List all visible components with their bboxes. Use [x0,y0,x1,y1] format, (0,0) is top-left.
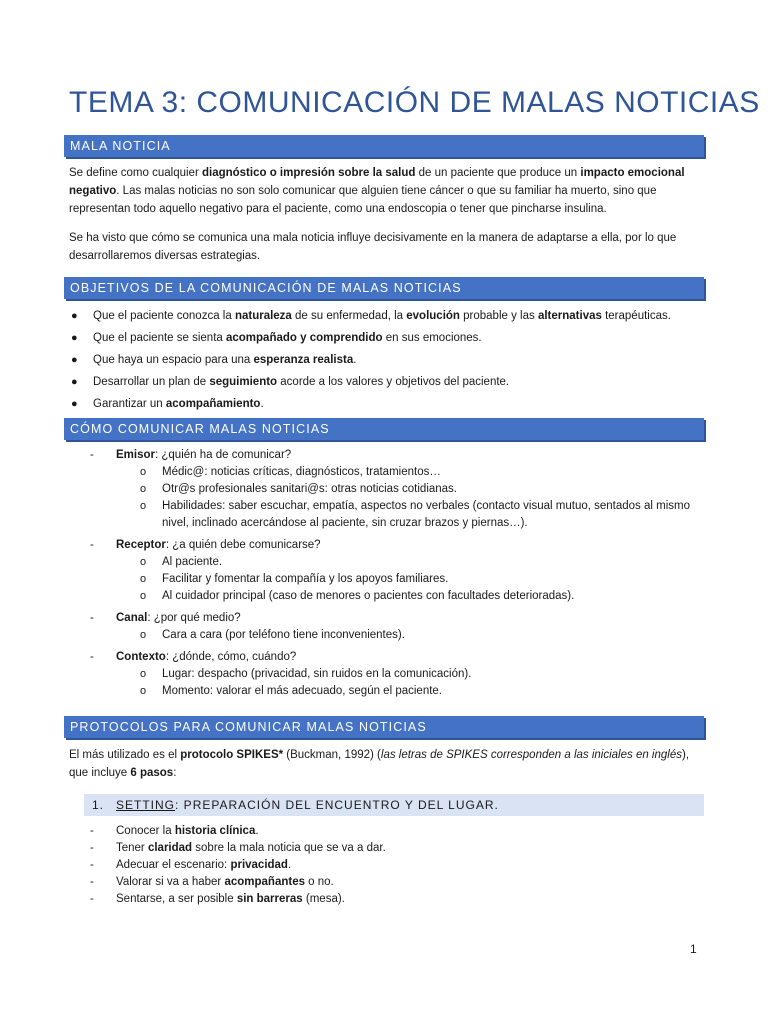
paragraph-definition [69,164,701,218]
sub-list-item [90,498,700,532]
bold-text: Emisor [116,449,155,461]
sub-list-item [90,554,700,571]
list-item [90,840,690,857]
bold-text: Contexto [116,651,166,663]
text: Facilitar y fomentar la compañía y los apoyos familiares. [162,573,449,585]
text: . [353,354,357,366]
bold-text: protocolo SPIKES* [180,749,284,761]
bold-text: historia clínica [174,825,256,837]
bold-text: acompañamiento [165,398,261,410]
text: Garantizar un [93,398,166,410]
dash-icon: - [90,842,94,854]
sub-list-item [90,464,700,481]
text: acorde a los valores y objetivos del paciente. [277,376,510,388]
text: Al paciente. [162,556,223,568]
list-item [69,307,701,329]
bold-text: privacidad [230,859,288,871]
bold-text: acompañado y comprendido [225,332,383,344]
step-number: 1. [92,798,105,812]
text: Desarrollar un plan de [93,376,210,388]
list-item [69,395,701,417]
dash-icon: - [90,539,94,551]
text: de un paciente que produce un [415,167,581,179]
sub-list-item [90,588,700,605]
text: en sus emociones. [382,332,482,344]
list-item [69,373,701,395]
list-item [90,649,700,666]
italic-text: las letras de SPIKES corresponden a las iniciales en inglés [380,749,682,761]
circle-bullet-icon: o [140,668,147,680]
paragraph-strategies: Se ha visto que cómo se comunica una mala noticia influye decisivamente en la manera de adaptarse a ella, por lo que desarrollaremos diversas estrategias. [69,232,677,262]
text: Habilidades: saber escuchar, empatía, aspectos no verbales (contacto visual mutuo, sentados al mismo nivel, inclinado acercándose al paciente, sin cruzar brazos y piernas…). [162,500,691,529]
bold-text: 6 pasos [130,767,174,779]
circle-bullet-icon: o [140,500,147,512]
section-heading-protocolos: PROTOCOLOS PARA COMUNICAR MALAS NOTICIAS [64,716,704,738]
list-item [90,447,700,464]
text: Lugar: despacho (privacidad, sin ruidos en la comunicación). [162,668,472,680]
circle-bullet-icon: o [140,685,147,697]
list-item [69,351,701,373]
text: . [287,859,292,871]
bullet-icon: ● [71,398,78,410]
text: . [260,398,264,410]
page-title: TEMA 3: COMUNICACIÓN DE MALAS NOTICIAS [69,86,760,119]
text: Momento: valorar el más adecuado, según el paciente. [162,685,442,697]
list-item [90,823,690,840]
text: : ¿dónde, cómo, cuándo? [165,651,297,663]
text: (mesa). [302,893,345,905]
dash-icon: - [90,612,94,624]
text: Tener [116,842,148,854]
bold-text: esperanza realista [253,354,354,366]
dash-icon: - [90,449,94,461]
dash-icon: - [90,825,94,837]
bold-text: claridad [147,842,193,854]
text: sobre la mala noticia que se va a dar. [192,842,386,854]
bold-text: diagnóstico o impresión sobre la salud [201,167,416,179]
circle-bullet-icon: o [140,483,147,495]
text: Otr@s profesionales sanitari@s: otras noticias cotidianas. [162,483,458,495]
bold-text: alternativas [537,310,602,322]
bold-text: seguimiento [209,376,278,388]
paragraph-spikes-intro [69,746,701,782]
bullet-icon: ● [71,376,78,388]
text: El más utilizado es el [69,749,181,761]
bullet-icon: ● [71,332,78,344]
text: Conocer la [116,825,175,837]
bold-text: sin barreras [236,893,303,905]
circle-bullet-icon: o [140,466,147,478]
list-item [90,537,700,554]
como-list [90,447,700,700]
text: . Las malas noticias no son solo comunicar que alguien tiene cáncer o que su familiar ha muerto, sino que representan todo aquello negativo para el paciente, como una endoscopia o tener que pincharse insulina. [69,185,657,215]
text: ), que incluye [69,749,690,779]
text: Médic@: noticias críticas, diagnósticos, tratamientos… [162,466,441,478]
text: Adecuar el escenario: [116,859,231,871]
list-item [69,329,701,351]
bold-text: naturaleza [234,310,292,322]
circle-bullet-icon: o [140,590,147,602]
dash-icon: - [90,651,94,663]
text: : ¿por qué medio? [147,612,241,624]
objetivos-list [69,307,701,417]
list-item [90,874,690,891]
text: : [173,767,177,779]
bold-text: acompañantes [224,876,305,888]
bullet-icon: ● [71,354,78,366]
text: Que el paciente conozca la [93,310,235,322]
text: Se define como cualquier [69,167,202,179]
page-number: 1 [690,942,697,956]
text: Cara a cara (por teléfono tiene inconvenientes). [162,629,405,641]
bold-text: impacto emocional negativo [69,167,685,197]
bullet-icon: ● [71,310,78,322]
sub-list-item [90,571,700,588]
text: de su enfermedad, la [291,310,407,322]
text: Que haya un espacio para una [93,354,254,366]
bold-text: Canal [116,612,148,624]
list-item [90,891,690,908]
dash-icon: - [90,876,94,888]
circle-bullet-icon: o [140,556,147,568]
text: Sentarse, a ser posible [116,893,237,905]
setting-list [90,823,690,908]
dash-icon: - [90,893,94,905]
step-label: SETTING [116,798,176,812]
text: . [255,825,259,837]
text: : ¿quién ha de comunicar? [155,449,292,461]
sub-list-item [90,481,700,498]
text: terapéuticas. [601,310,671,322]
dash-icon: - [90,859,94,871]
step-heading-setting [84,794,704,816]
step-description: : PREPARACIÓN DEL ENCUENTRO Y DEL LUGAR. [175,798,499,812]
circle-bullet-icon: o [140,573,147,585]
sub-list-item [90,683,700,700]
text: probable y las [459,310,538,322]
bold-text: Receptor [116,539,166,551]
section-heading-como: CÓMO COMUNICAR MALAS NOTICIAS [64,418,704,440]
sub-list-item [90,627,700,644]
bold-text: evolución [406,310,460,322]
text: Al cuidador principal (caso de menores o pacientes con facultades deterioradas). [162,590,575,602]
text: Valorar si va a haber [116,876,225,888]
text: (Buckman, 1992) ( [283,749,381,761]
section-heading-objetivos: OBJETIVOS DE LA COMUNICACIÓN DE MALAS NOTICIAS [64,277,704,299]
list-item [90,857,690,874]
circle-bullet-icon: o [140,629,147,641]
text: Que el paciente se sienta [93,332,226,344]
sub-list-item [90,666,700,683]
text: : ¿a quién debe comunicarse? [165,539,321,551]
text: o no. [304,876,334,888]
list-item [90,610,700,627]
section-heading-mala-noticia: MALA NOTICIA [64,135,704,157]
